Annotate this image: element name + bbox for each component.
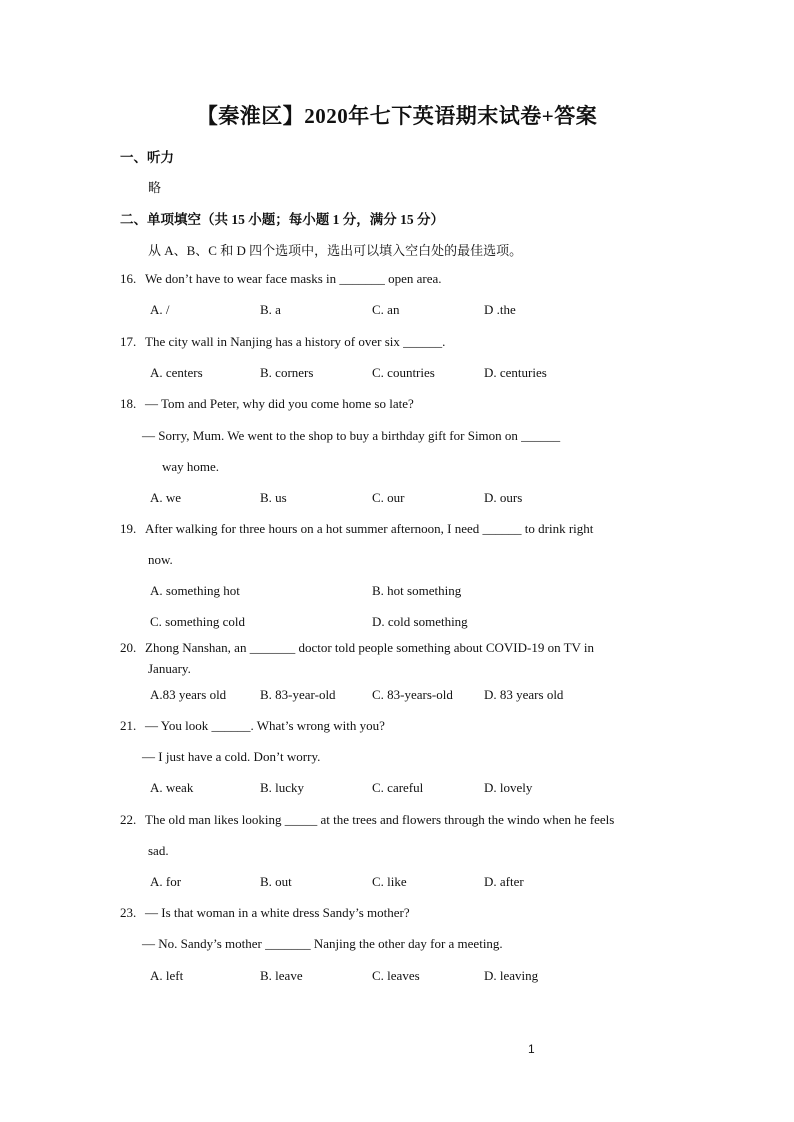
question-number: 19. — [120, 521, 137, 536]
question-number: 21. — [120, 718, 137, 733]
page-number: 1 — [528, 1042, 535, 1056]
option: C. countries — [372, 365, 435, 380]
option: D. 83 years old — [484, 687, 564, 702]
option: B. a — [260, 302, 281, 317]
option: B. corners — [260, 365, 314, 380]
option: A. weak — [150, 780, 194, 795]
option: D. ours — [484, 490, 523, 505]
option: A. / — [150, 302, 170, 317]
question-text: sad. — [148, 843, 169, 858]
question-text: — Tom and Peter, why did you come home so late? — [145, 396, 414, 411]
option: B. out — [260, 874, 292, 889]
option: C. like — [372, 874, 407, 889]
question-number: 16. — [120, 271, 137, 286]
section-heading-listening: 一、听力 — [120, 150, 174, 165]
page-title: 【秦淮区】2020年七下英语期末试卷+答案 — [196, 104, 598, 128]
option: B. leave — [260, 968, 303, 983]
question-text: — Is that woman in a white dress Sandy’s mother? — [145, 905, 410, 920]
option: C. something cold — [150, 614, 245, 629]
question-text: — I just have a cold. Don’t worry. — [142, 749, 321, 764]
option: B. lucky — [260, 780, 305, 795]
question-text: We don’t have to wear face masks in _______ open area. — [145, 271, 442, 286]
section-note: 略 — [148, 180, 162, 195]
option: A. something hot — [150, 583, 240, 598]
option: B. us — [260, 490, 287, 505]
option: B. hot something — [372, 583, 462, 598]
option: A. left — [150, 968, 184, 983]
option: C. leaves — [372, 968, 420, 983]
option: A. centers — [150, 365, 203, 380]
option: D. cold something — [372, 614, 468, 629]
question-text: The city wall in Nanjing has a history of over six ______. — [145, 334, 446, 349]
question-number: 22. — [120, 812, 137, 827]
question-number: 18. — [120, 396, 137, 411]
option: C. an — [372, 302, 400, 317]
option: D. after — [484, 874, 524, 889]
question-number: 23. — [120, 905, 137, 920]
question-number: 17. — [120, 334, 137, 349]
question-text: now. — [148, 552, 173, 567]
question-text: Zhong Nanshan, an _______ doctor told people something about COVID-19 on TV in — [145, 640, 595, 655]
question-text: — You look ______. What’s wrong with you? — [145, 718, 385, 733]
option: D .the — [484, 302, 516, 317]
question-text: January. — [148, 661, 191, 676]
option: B. 83-year-old — [260, 687, 336, 702]
option: C. our — [372, 490, 405, 505]
option: C. careful — [372, 780, 424, 795]
option: D. centuries — [484, 365, 547, 380]
option: C. 83-years-old — [372, 687, 453, 702]
option: D. leaving — [484, 968, 539, 983]
option: D. lovely — [484, 780, 533, 795]
question-text: After walking for three hours on a hot summer afternoon, I need ______ to drink right — [145, 521, 594, 536]
section-heading-single-choice: 二、单项填空（共 15 小题；每小题 1 分，满分 15 分） — [120, 212, 444, 227]
section-instruction: 从 A、B、C 和 D 四个选项中，选出可以填入空白处的最佳选项。 — [148, 243, 523, 258]
question-text: way home. — [162, 459, 220, 474]
question-text: — No. Sandy’s mother _______ Nanjing the other day for a meeting. — [142, 936, 503, 951]
option: A.83 years old — [150, 687, 227, 702]
option: A. we — [150, 490, 182, 505]
question-text: — Sorry, Mum. We went to the shop to buy a birthday gift for Simon on ______ — [142, 428, 561, 443]
option: A. for — [150, 874, 182, 889]
question-text: The old man likes looking _____ at the trees and flowers through the windo when he feels — [145, 812, 615, 827]
question-number: 20. — [120, 640, 137, 655]
